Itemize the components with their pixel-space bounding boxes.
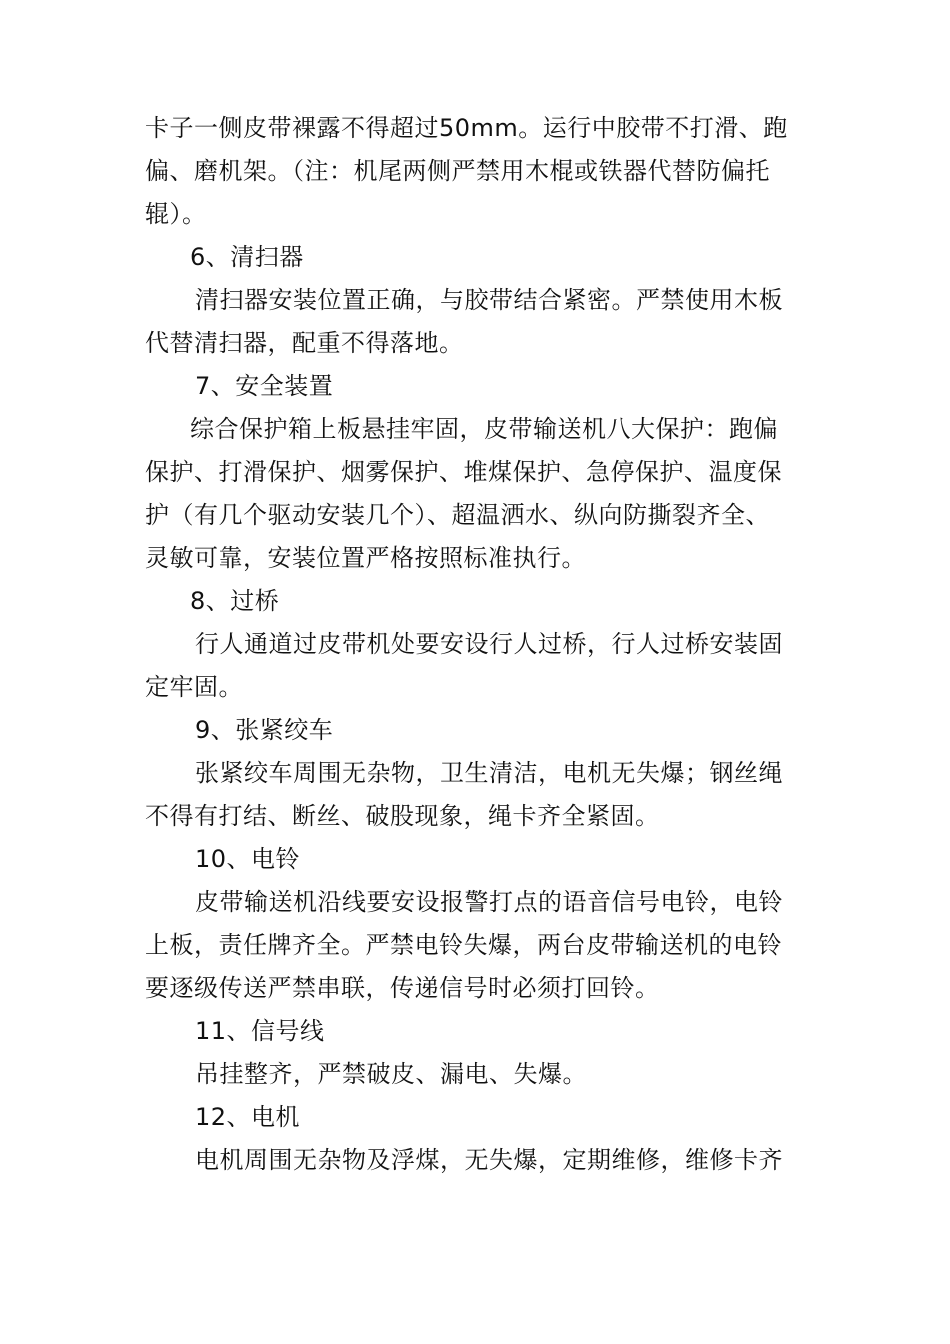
body-text-line: 电机周围无杂物及浮煤，无失爆，定期维修，维修卡齐 <box>195 1146 783 1174</box>
section-heading: 11、信号线 <box>195 1017 325 1045</box>
body-text-line: 综合保护箱上板悬挂牢固，皮带输送机八大保护：跑偏 <box>190 415 778 443</box>
body-text-line: 卡子一侧皮带裸露不得超过50mm。运行中胶带不打滑、跑 <box>145 114 788 142</box>
section-heading: 12、电机 <box>195 1103 301 1131</box>
body-text-line: 皮带输送机沿线要安设报警打点的语音信号电铃，电铃 <box>195 888 783 916</box>
body-text-line: 清扫器安装位置正确，与胶带结合紧密。严禁使用木板 <box>195 286 783 314</box>
body-text-line: 保护、打滑保护、烟雾保护、堆煤保护、急停保护、温度保 <box>145 458 782 486</box>
section-heading: 7、安全装置 <box>195 372 334 400</box>
body-text-line: 上板，责任牌齐全。严禁电铃失爆，两台皮带输送机的电铃 <box>145 931 782 959</box>
body-text-line: 灵敏可靠，安装位置严格按照标准执行。 <box>145 544 586 572</box>
body-text-line: 不得有打结、断丝、破股现象，绳卡齐全紧固。 <box>145 802 660 830</box>
section-heading: 10、电铃 <box>195 845 301 873</box>
body-text-line: 行人通道过皮带机处要安设行人过桥，行人过桥安装固 <box>195 630 783 658</box>
section-heading: 8、过桥 <box>190 587 280 615</box>
body-text-line: 辊）。 <box>145 200 207 228</box>
body-text-line: 代替清扫器，配重不得落地。 <box>145 329 464 357</box>
body-text-line: 吊挂整齐，严禁破皮、漏电、失爆。 <box>195 1060 587 1088</box>
section-heading: 6、清扫器 <box>190 243 304 271</box>
body-text-line: 偏、磨机架。（注：机尾两侧严禁用木棍或铁器代替防偏托 <box>145 157 770 185</box>
body-text-line: 张紧绞车周围无杂物，卫生清洁，电机无失爆；钢丝绳 <box>195 759 783 787</box>
section-heading: 9、张紧绞车 <box>195 716 334 744</box>
body-text-line: 护（有几个驱动安装几个）、超温洒水、纵向防撕裂齐全、 <box>145 501 770 529</box>
body-text-line: 定牢固。 <box>145 673 243 701</box>
body-text-line: 要逐级传送严禁串联，传递信号时必须打回铃。 <box>145 974 660 1002</box>
